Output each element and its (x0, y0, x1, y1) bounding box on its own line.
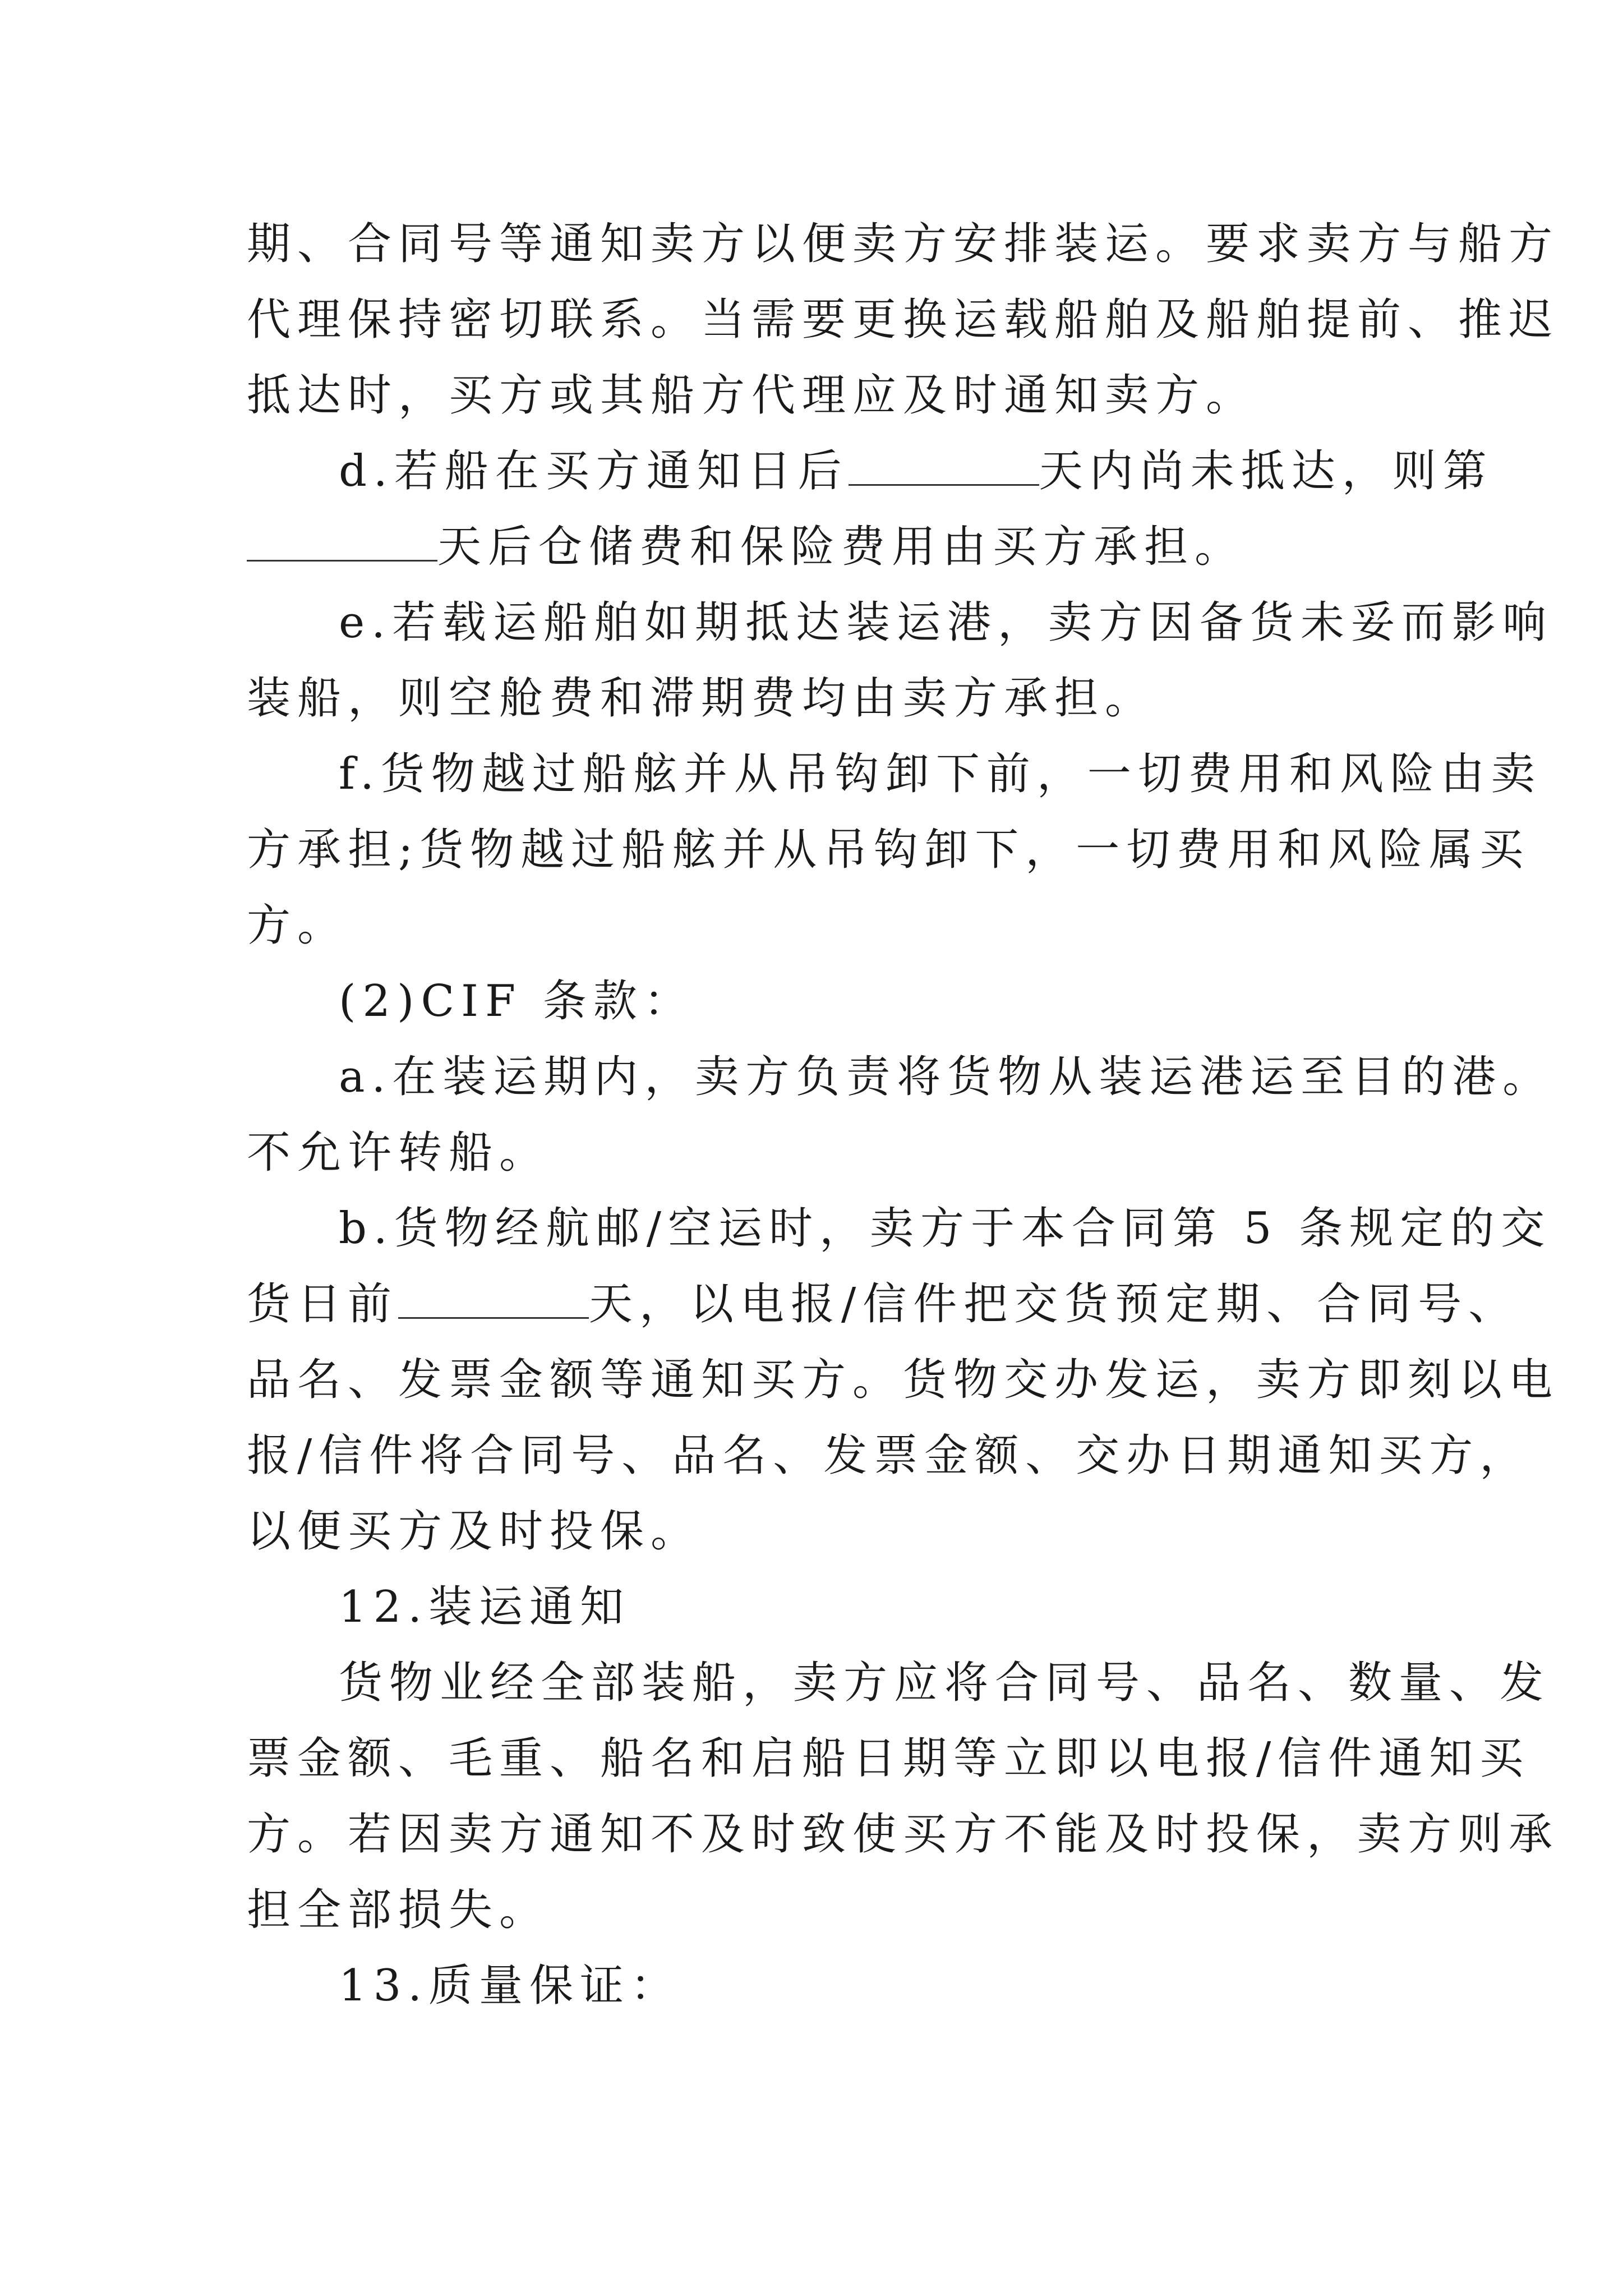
paragraph-line: 抵达时，买方或其船方代理应及时通知卖方。 (247, 370, 1257, 421)
section-12-line: 方。若因卖方通知不及时致使买方不能及时投保，卖方则承 (247, 1809, 1560, 1860)
clause-e-line: 装船，则空舱费和滞期费均由卖方承担。 (247, 673, 1156, 724)
clause-b-line: 以便买方及时投保。 (247, 1506, 702, 1557)
clause-d-line (339, 443, 1493, 499)
fill-in-blank[interactable] (247, 521, 437, 562)
section-12-line: 货物业经全部装船，卖方应将合同号、品名、数量、发 (339, 1658, 1551, 1708)
clause-b-line: b.货物经航邮/空运时，卖方于本合同第 5 条规定的交 (339, 1203, 1552, 1254)
clause-d-text-cont: 天后仓储费和保险费用由买方承担。 (437, 522, 1246, 572)
section-heading-cif: (2)CIF 条款： (339, 976, 694, 1027)
fill-in-blank[interactable] (398, 1278, 589, 1319)
clause-b-text-end: 天，以电报/信件把交货预定期、合同号、 (589, 1279, 1519, 1329)
paragraph-line: 代理保持密切联系。当需要更换运载船舶及船舶提前、推迟 (247, 295, 1560, 345)
clause-b-line: 品名、发票金额等通知买方。货物交办发运，卖方即刻以电 (247, 1355, 1560, 1405)
clause-a-line: a.在装运期内，卖方负责将货物从装运港运至目的港。 (339, 1052, 1553, 1102)
clause-b-text-start: 货日前 (247, 1279, 399, 1329)
clause-e-line: e.若载运船舶如期抵达装运港，卖方因备货未妥而影响 (339, 597, 1553, 648)
clause-b-line (247, 1276, 1519, 1332)
clause-b-line: 报/信件将合同号、品名、发票金额、交办日期通知买方， (247, 1430, 1530, 1481)
clause-d-line (247, 519, 1245, 575)
clause-d-text-end: 天内尚未抵达，则第 (1039, 446, 1493, 496)
section-12-line: 担全部损失。 (247, 1885, 550, 1935)
section-12-line: 票金额、毛重、船名和启船日期等立即以电报/信件通知买 (247, 1733, 1530, 1784)
clause-f-line: f.货物越过船舷并从吊钩卸下前，一切费用和风险由卖 (339, 749, 1542, 799)
section-heading-12: 12.装运通知 (339, 1582, 631, 1632)
clause-a-line: 不允许转船。 (247, 1128, 550, 1178)
clause-d-text-start: d.若船在买方通知日后 (339, 446, 849, 496)
clause-f-line: 方。 (247, 900, 348, 951)
clause-f-line: 方承担;货物越过船舷并从吊钩卸下，一切费用和风险属买 (247, 825, 1530, 875)
section-heading-13: 13.质量保证： (339, 1961, 681, 2011)
paragraph-line: 期、合同号等通知卖方以便卖方安排装运。要求卖方与船方 (247, 219, 1560, 269)
fill-in-blank[interactable] (849, 445, 1039, 486)
